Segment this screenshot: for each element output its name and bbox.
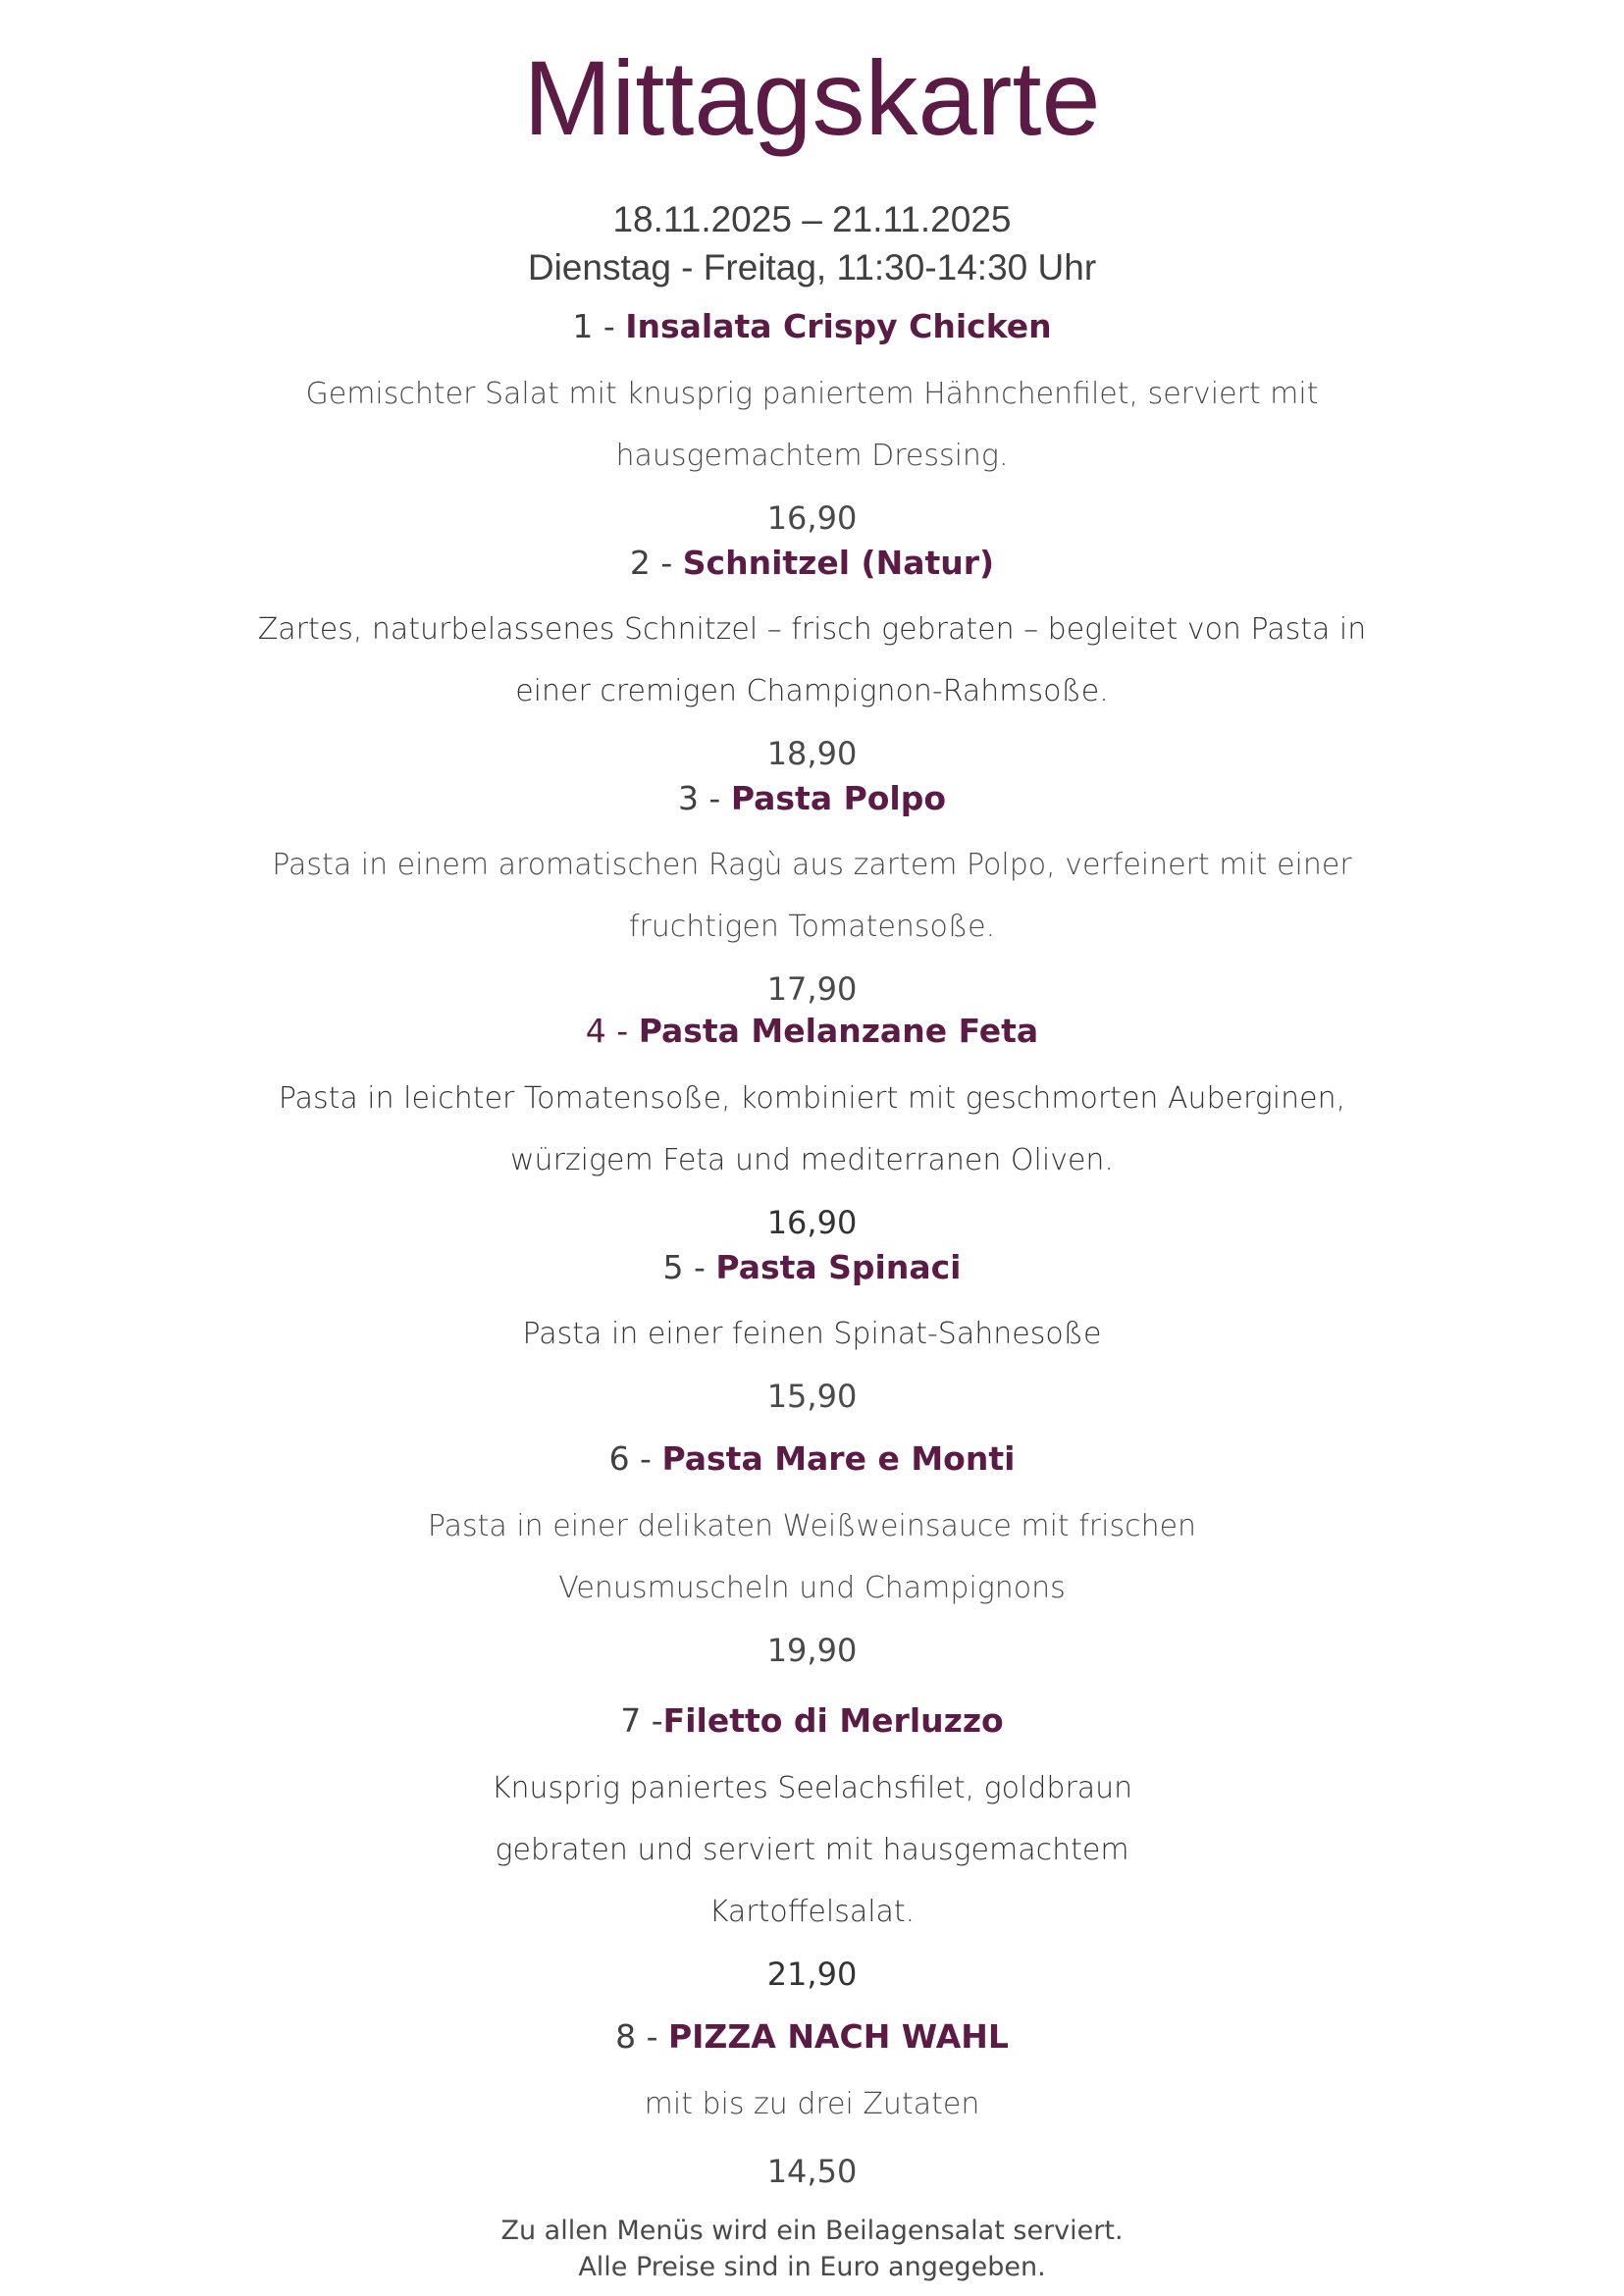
date-range: 18.11.2025 – 21.11.2025 xyxy=(612,199,1012,239)
menu-item-7-description: Knusprig paniertes Seelachsfilet, goldbraun xyxy=(491,1771,1133,1805)
menu-item-6-price: 19,90 xyxy=(766,1632,858,1669)
footer-note-currency: Alle Preise sind in Euro angegeben. xyxy=(578,2252,1046,2282)
menu-item-2-heading xyxy=(0,545,1624,582)
menu-item-5-price: 15,90 xyxy=(766,1378,858,1415)
menu-item-number: 7 - xyxy=(620,1701,663,1740)
menu-item-7-description-2: gebraten und serviert mit hausgemachtem xyxy=(495,1833,1129,1867)
menu-item-1-price: 16,90 xyxy=(766,499,858,537)
menu-item-name: Insalata Crispy Chicken xyxy=(625,307,1052,345)
menu-item-4-description: Pasta in leichter Tomatensoße, kombiniert mit geschmorten Auberginen, xyxy=(278,1081,1346,1116)
menu-item-6-heading xyxy=(0,1440,1624,1478)
menu-item-3-price: 17,90 xyxy=(766,970,858,1008)
menu-item-3-description-2: fruchtigen Tomatensoße. xyxy=(628,910,996,944)
menu-item-2-description-2: einer cremigen Champignon-Rahmsoße. xyxy=(515,674,1109,708)
menu-item-8-description: mit bis zu drei Zutaten xyxy=(644,2087,980,2121)
menu-item-name: Pasta Melanzane Feta xyxy=(638,1012,1039,1050)
footer-note-side-salad: Zu allen Menüs wird ein Beilagensalat serviert. xyxy=(500,2216,1124,2246)
menu-item-number: 2 - xyxy=(629,544,683,582)
menu-item-name: Filetto di Merluzzo xyxy=(662,1701,1004,1740)
menu-item-4-description-2: würzigem Feta und mediterranen Oliven. xyxy=(510,1143,1114,1177)
menu-item-name: Pasta Mare e Monti xyxy=(661,1439,1016,1478)
menu-item-number: 5 - xyxy=(662,1248,716,1286)
menu-item-3-heading xyxy=(0,780,1624,817)
menu-item-5-description: Pasta in einer feinen Spinat-Sahnesoße xyxy=(522,1317,1102,1351)
opening-hours: Dienstag - Freitag, 11:30-14:30 Uhr xyxy=(527,247,1097,287)
menu-item-6-description: Pasta in einer delikaten Weißweinsauce mit frischen xyxy=(427,1509,1197,1543)
menu-item-5-heading xyxy=(0,1249,1624,1286)
menu-item-name: Pasta Spinaci xyxy=(715,1248,962,1286)
menu-item-number: 1 - xyxy=(572,307,626,345)
menu-item-1-description-2: hausgemachtem Dressing. xyxy=(615,439,1009,473)
menu-item-4-heading xyxy=(0,1013,1624,1050)
menu-item-number: 4 - xyxy=(585,1012,639,1050)
menu-item-2-description: Zartes, naturbelassenes Schnitzel – frisch gebraten – begleitet von Pasta in xyxy=(257,612,1367,647)
menu-item-3-description: Pasta in einem aromatischen Ragù aus zartem Polpo, verfeinert mit einer xyxy=(272,848,1352,882)
menu-item-number: 8 - xyxy=(615,2017,668,2056)
menu-item-1-description: Gemischter Salat mit knusprig paniertem Hähnchenfilet, serviert mit xyxy=(305,377,1319,411)
menu-item-8-price: 14,50 xyxy=(766,2153,858,2190)
menu-item-7-description-3: Kartoffelsalat. xyxy=(708,1895,916,1929)
menu-item-name: PIZZA NACH WAHL xyxy=(667,2017,1009,2056)
menu-item-1-heading xyxy=(0,308,1624,345)
menu-item-number: 6 - xyxy=(608,1439,662,1478)
page-title: Mittagskarte xyxy=(523,38,1101,157)
menu-item-8-heading xyxy=(0,2018,1624,2056)
menu-item-4-price: 16,90 xyxy=(766,1204,858,1241)
menu-item-name: Pasta Polpo xyxy=(730,779,947,817)
menu-item-7-heading xyxy=(0,1702,1624,1740)
menu-item-number: 3 - xyxy=(677,779,731,817)
menu-item-7-price: 21,90 xyxy=(766,1956,858,1993)
menu-item-2-price: 18,90 xyxy=(766,735,858,772)
menu-item-6-description-2: Venusmuscheln und Champignons xyxy=(558,1571,1066,1605)
menu-item-name: Schnitzel (Natur) xyxy=(682,544,995,582)
